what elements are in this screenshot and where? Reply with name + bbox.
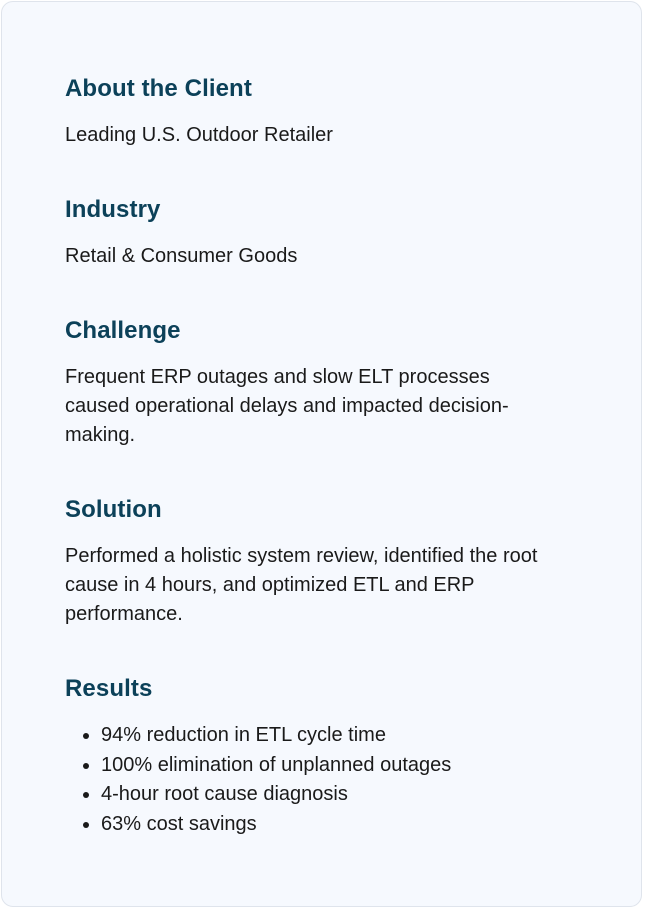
results-section: [65, 674, 578, 839]
case-study-card: [1, 1, 642, 907]
industry-heading: Industry: [65, 196, 161, 223]
result-item: • 94% reduction in ETL cycle time: [101, 721, 578, 751]
results-heading: Results: [65, 675, 153, 702]
client-text: Leading U.S. Outdoor Retailer: [65, 124, 333, 146]
industry-text: Retail & Consumer Goods: [65, 245, 298, 267]
solution-text: Performed a holistic system review, identified the root cause in 4 hours, and optimized ETL and ERP performance.: [65, 545, 538, 625]
solution-heading: Solution: [65, 496, 162, 523]
challenge-section: [65, 316, 578, 450]
result-item: • 4-hour root cause diagnosis: [101, 780, 578, 810]
result-item: • 100% elimination of unplanned outages: [101, 751, 578, 781]
result-item: • 63% cost savings: [101, 810, 578, 840]
challenge-text: Frequent ERP outages and slow ELT processes caused operational delays and impacted decision-making.: [65, 366, 509, 446]
client-heading: About the Client: [65, 75, 252, 102]
industry-section: [65, 195, 578, 271]
solution-section: [65, 495, 578, 629]
client-section: [65, 74, 578, 150]
results-list: [65, 721, 578, 839]
challenge-heading: Challenge: [65, 317, 181, 344]
